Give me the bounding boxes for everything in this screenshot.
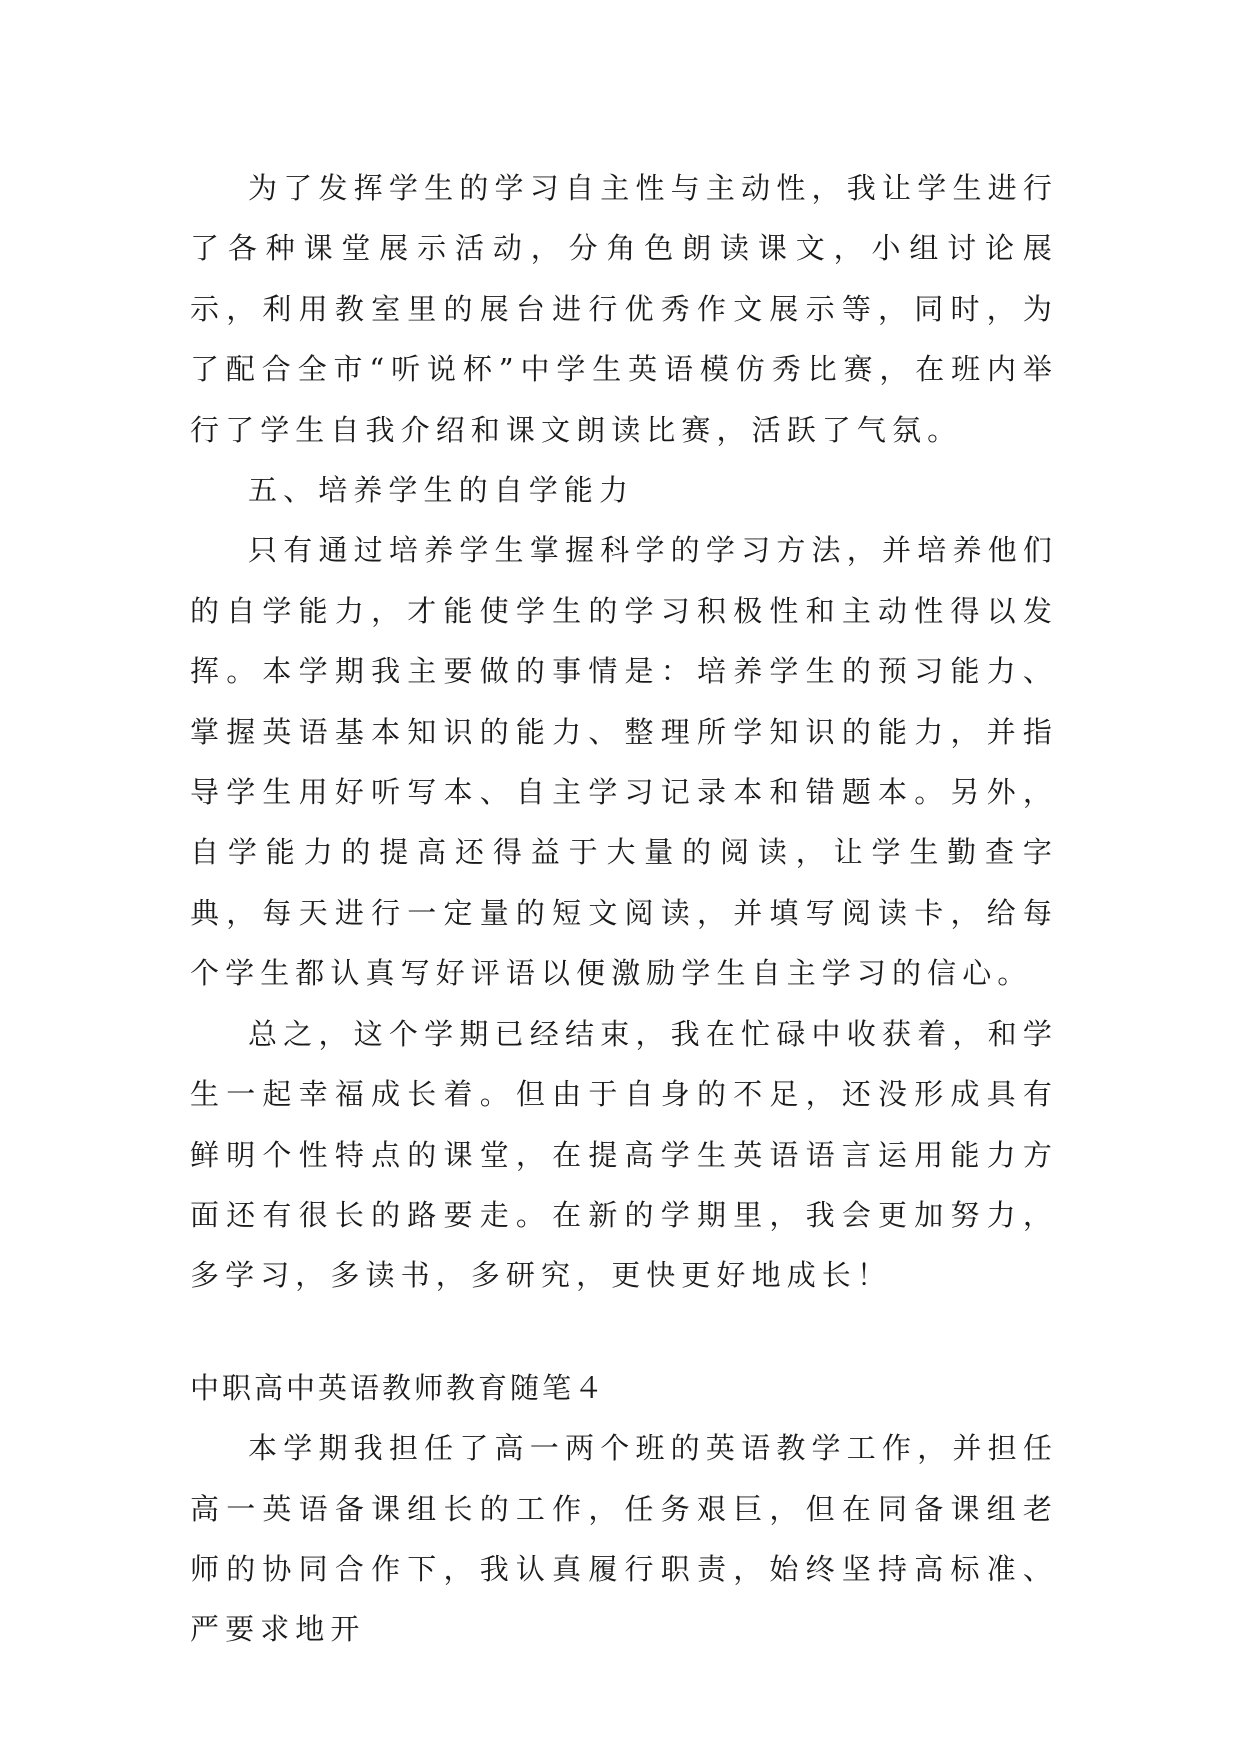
paragraph-summary: 总之，这个学期已经结束，我在忙碌中收获着，和学生一起幸福成长着。但由于自身的不足，还没形成具有鲜明个性特点的课堂，在提高学生英语语言运用能力方面还有很长的路要走。在新的学期里，我会更加努力，多学习，多读书，多研究，更快更好地成长！ bbox=[190, 1016, 1058, 1293]
article-title: 中职高中英语教师教育随笔４ bbox=[190, 1370, 607, 1405]
paragraph-classroom-activities: 为了发挥学生的学习自主性与主动性，我让学生进行了各种课堂展示活动，分角色朗读课文，小组讨论展示，利用教室里的展台进行优秀作文展示等，同时，为了配合全市“听说杯”中学生英语模仿秀比赛，在班内举行了学生自我介绍和课文朗读比赛，活跃了气氛。 bbox=[190, 171, 1058, 447]
document-body bbox=[190, 158, 1058, 1660]
paragraph-semester-duties: 本学期我担任了高一两个班的英语教学工作，并担任高一英语备课组长的工作，任务艰巨，但在同备课组老师的协同合作下，我认真履行职责，始终坚持高标准、严要求地开 bbox=[190, 1431, 1058, 1647]
section-heading-self-study: 五、培养学生的自学能力 bbox=[248, 473, 635, 508]
paragraph-self-study-ability: 只有通过培养学生掌握科学的学习方法，并培养他们的自学能力，才能使学生的学习积极性和主动性得以发挥。本学期我主要做的事情是：培养学生的预习能力、掌握英语基本知识的能力、整理所学知识的能力，并指导学生用好听写本、自主学习记录本和错题本。另外，自学能力的提高还得益于大量的阅读，让学生勤查字典，每天进行一定量的短文阅读，并填写阅读卡，给每个学生都认真写好评语以便激励学生自主学习的信心。 bbox=[190, 533, 1058, 991]
